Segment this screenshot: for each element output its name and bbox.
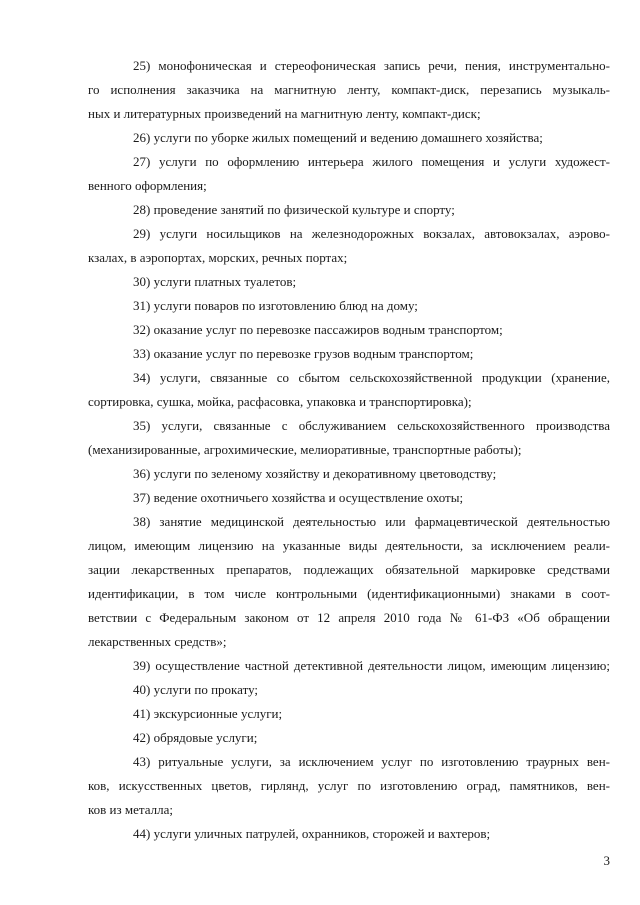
item-38-line-4: идентификации, в том числе контрольными (идентификационными) знаками в соот- [88,586,610,601]
item-44: 44) услуги уличных патрулей, охранников, сторожей и вахтеров; [133,826,491,841]
item-40: 40) услуги по прокату; [133,682,259,697]
item-41: 41) экскурсионные услуги; [133,706,283,721]
item-38-line-5: ветствии с Федеральным законом от 12 апреля 2010 года № 61-ФЗ «Об обращении [88,610,610,625]
item-37: 37) ведение охотничьего хозяйства и осуществление охоты; [133,490,464,505]
item-25-line-2: го исполнения заказчика на магнитную ленту, компакт-диск, перезапись музыкаль- [88,82,610,97]
item-35-line-1: 35) услуги, связанные с обслуживанием сельскохозяйственного производства [133,418,610,433]
item-29-line-1: 29) услуги носильщиков на железнодорожных вокзалах, автовокзалах, аэрово- [133,226,610,241]
item-27-line-1: 27) услуги по оформлению интерьера жилого помещения и услуги художест- [133,154,610,169]
item-38-line-6: лекарственных средств»; [88,634,227,649]
item-35-line-2: (механизированные, агрохимические, мелиоративные, транспортные работы); [88,442,522,457]
item-29-line-2: кзалах, в аэропортах, морских, речных портах; [88,250,348,265]
item-42: 42) обрядовые услуги; [133,730,258,745]
item-25-line-3: ных и литературных произведений на магнитную ленту, компакт-диск; [88,106,481,121]
item-26: 26) услуги по уборке жилых помещений и ведению домашнего хозяйства; [133,130,543,145]
item-38-line-3: зации лекарственных препаратов, подлежащих обязательной маркировке средствами [88,562,610,577]
item-34-line-2: сортировка, сушка, мойка, расфасовка, упаковка и транспортировка); [88,394,472,409]
item-39: 39) осуществление частной детективной деятельности лицом, имеющим лицензию; [133,658,610,673]
item-34-line-1: 34) услуги, связанные со сбытом сельскохозяйственной продукции (хранение, [133,370,610,385]
item-38-line-1: 38) занятие медицинской деятельностью или фармацевтической деятельностью [133,514,610,529]
item-43-line-2: ков, искусственных цветов, гирлянд, услуг по изготовлению оград, памятников, вен- [88,778,610,793]
item-27-line-2: венного оформления; [88,178,207,193]
page-number: 3 [603,853,610,868]
item-43-line-3: ков из металла; [88,802,173,817]
item-33: 33) оказание услуг по перевозке грузов водным транспортом; [133,346,474,361]
item-32: 32) оказание услуг по перевозке пассажиров водным транспортом; [133,322,503,337]
item-31: 31) услуги поваров по изготовлению блюд на дому; [133,298,418,313]
item-25-line-1: 25) монофоническая и стереофоническая запись речи, пения, инструментально- [133,58,610,73]
item-36: 36) услуги по зеленому хозяйству и декоративному цветоводству; [133,466,497,481]
item-30: 30) услуги платных туалетов; [133,274,297,289]
item-43-line-1: 43) ритуальные услуги, за исключением услуг по изготовлению траурных вен- [133,754,610,769]
item-38-line-2: лицом, имеющим лицензию на указанные виды деятельности, за исключением реали- [88,538,610,553]
item-28: 28) проведение занятий по физической культуре и спорту; [133,202,455,217]
